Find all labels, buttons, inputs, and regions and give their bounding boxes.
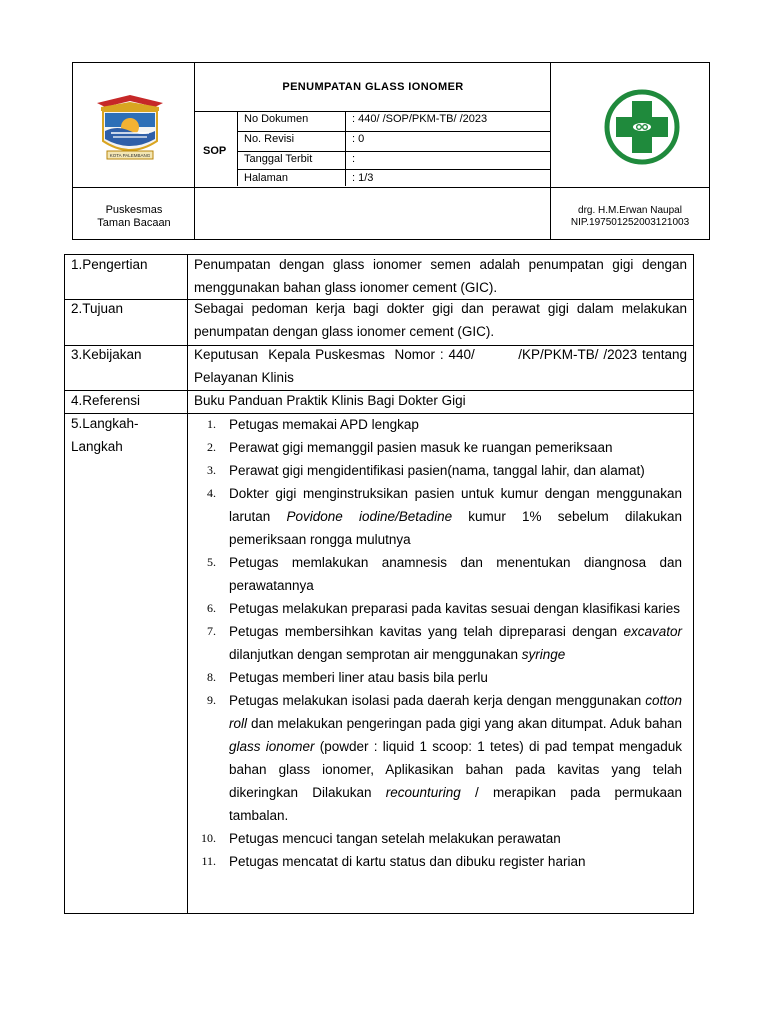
step-number: 3. (207, 463, 216, 477)
sop-label: SOP (203, 145, 227, 157)
procedure-step (194, 597, 682, 620)
row-label-pengertian: 1.Pengertian (71, 257, 148, 272)
organization-name (73, 204, 195, 230)
divider (237, 151, 550, 152)
signer-nip: NIP.197501252003121003 (570, 217, 690, 228)
step-number: 11. (201, 854, 216, 868)
step-text: Dokter gigi menginstruksikan pasien untuk kumur dengan menggunakan larutan (229, 486, 682, 524)
step-text: Perawat gigi mengidentifikasi pasien(nama, tanggal lahir, dan alamat) (229, 463, 645, 478)
logo-inscription: KOTA PALEMBANG (109, 153, 151, 158)
row-text-referensi: Buku Panduan Praktik Klinis Bagi Dokter Gigi (194, 393, 466, 408)
step-text: Petugas memlakukan anamnesis dan menentukan diangnosa dan perawatannya (229, 555, 682, 593)
procedure-step (194, 413, 682, 436)
divider (237, 131, 550, 132)
divider (73, 187, 709, 188)
step-text: dan melakukan pengeringan pada gigi yang akan ditumpat. Aduk bahan (247, 716, 682, 731)
step-text: kumur 1% sebelum dilakukan pemeriksaan rongga mulutnya (229, 509, 683, 547)
row-text-kebijakan: Keputusan Kepala Puskesmas Nomor : 440/ /KP/PKM-TB/ /2023 tentang Pelayanan Klinis (194, 347, 695, 385)
meta-value-doc-number: : 440/ /SOP/PKM-TB/ /2023 (352, 113, 488, 125)
divider (237, 169, 550, 170)
step-text: Petugas membersihkan kavitas yang telah dipreparasi dengan (229, 624, 624, 639)
meta-label-page: Halaman (244, 172, 289, 184)
divider (194, 111, 550, 112)
step-text: Petugas melakukan preparasi pada kavitas sesuai dengan klasifikasi karies (229, 601, 681, 616)
procedure-step (194, 666, 682, 689)
step-text: Petugas melakukan isolasi pada daerah kerja dengan menggunakan (229, 693, 646, 708)
row-text-pengertian: Penumpatan dengan glass ionomer semen adalah penumpatan gigi dengan menggunakan bahan glass ionomer cement (GIC). (194, 257, 687, 295)
procedure-step (194, 482, 682, 551)
procedure-step (194, 459, 682, 482)
row-label-kebijakan: 3.Kebijakan (71, 347, 142, 362)
procedure-step (194, 827, 682, 850)
signer-name: drg. H.M.Erwan Naupal (578, 205, 682, 216)
procedure-step (194, 436, 682, 459)
step-term: Povidone iodine/Betadine (286, 509, 453, 524)
meta-value-page: : 1/3 (352, 172, 374, 184)
meta-label-issue-date: Tanggal Terbit (244, 153, 313, 165)
row-text-tujuan: Sebagai pedoman kerja bagi dokter gigi dan perawat gigi dalam melakukan penumpatan dengan glass ionomer cement (GIC). (194, 301, 687, 339)
step-text: Petugas memakai APD lengkap (229, 417, 419, 432)
procedure-step (194, 689, 682, 827)
row-label-langkah: 5.Langkah-Langkah (71, 416, 139, 454)
step-text: Petugas mencuci tangan setelah melakukan perawatan (229, 831, 561, 846)
organization-line1: Puskesmas (105, 204, 163, 216)
puskesmas-cross-logo (600, 87, 684, 167)
step-number: 8. (207, 670, 216, 684)
column-divider (187, 255, 188, 913)
divider (237, 111, 238, 186)
step-text: Petugas memberi liner atau basis bila perlu (229, 670, 488, 685)
city-emblem-logo (91, 93, 169, 167)
step-number: 1. (207, 417, 216, 431)
meta-label-doc-number: No Dokumen (244, 113, 309, 125)
procedure-step (194, 620, 682, 666)
step-number: 7. (207, 624, 216, 638)
step-number: 5. (207, 555, 216, 569)
step-term: cotton roll (229, 693, 682, 731)
step-text: dilanjutkan dengan semprotan air menggunakan (229, 647, 522, 662)
procedure-step (194, 850, 682, 873)
step-text: Petugas mencatat di kartu status dan dibuku register harian (229, 854, 586, 869)
step-term: syringe (521, 647, 566, 662)
organization-line2: Taman Bacaan (97, 217, 171, 229)
step-term: glass ionomer (229, 739, 315, 754)
document-header (72, 62, 710, 240)
document-title: PENUMPATAN GLASS IONOMER (282, 81, 464, 93)
row-label-referensi: 4.Referensi (71, 393, 141, 408)
step-text: Perawat gigi memanggil pasien masuk ke ruangan pemeriksaan (229, 440, 613, 455)
step-number: 6. (207, 601, 216, 615)
step-term: recounturing (385, 785, 461, 800)
step-text: (powder : liquid 1 scoop: 1 tetes) di pad tempat mengaduk bahan glass ionomer, Aplikasikan bahan pada kavitas yang telah dikeringkan Dilakukan (229, 739, 682, 800)
meta-value-issue-date: : (352, 153, 356, 165)
step-text: / merapikan pada permukaan tambalan. (229, 785, 683, 823)
step-number: 9. (207, 693, 216, 707)
step-number: 10. (201, 831, 216, 845)
divider (345, 111, 346, 186)
procedure-steps (194, 413, 682, 873)
procedure-step (194, 551, 682, 597)
step-number: 2. (207, 440, 216, 454)
procedure-table (64, 254, 694, 914)
step-number: 4. (207, 486, 216, 500)
row-label-tujuan: 2.Tujuan (71, 301, 124, 316)
meta-value-revision: : 0 (352, 133, 365, 145)
meta-label-revision: No. Revisi (244, 133, 295, 145)
step-term: excavator (623, 624, 682, 639)
signer-block (551, 205, 709, 229)
